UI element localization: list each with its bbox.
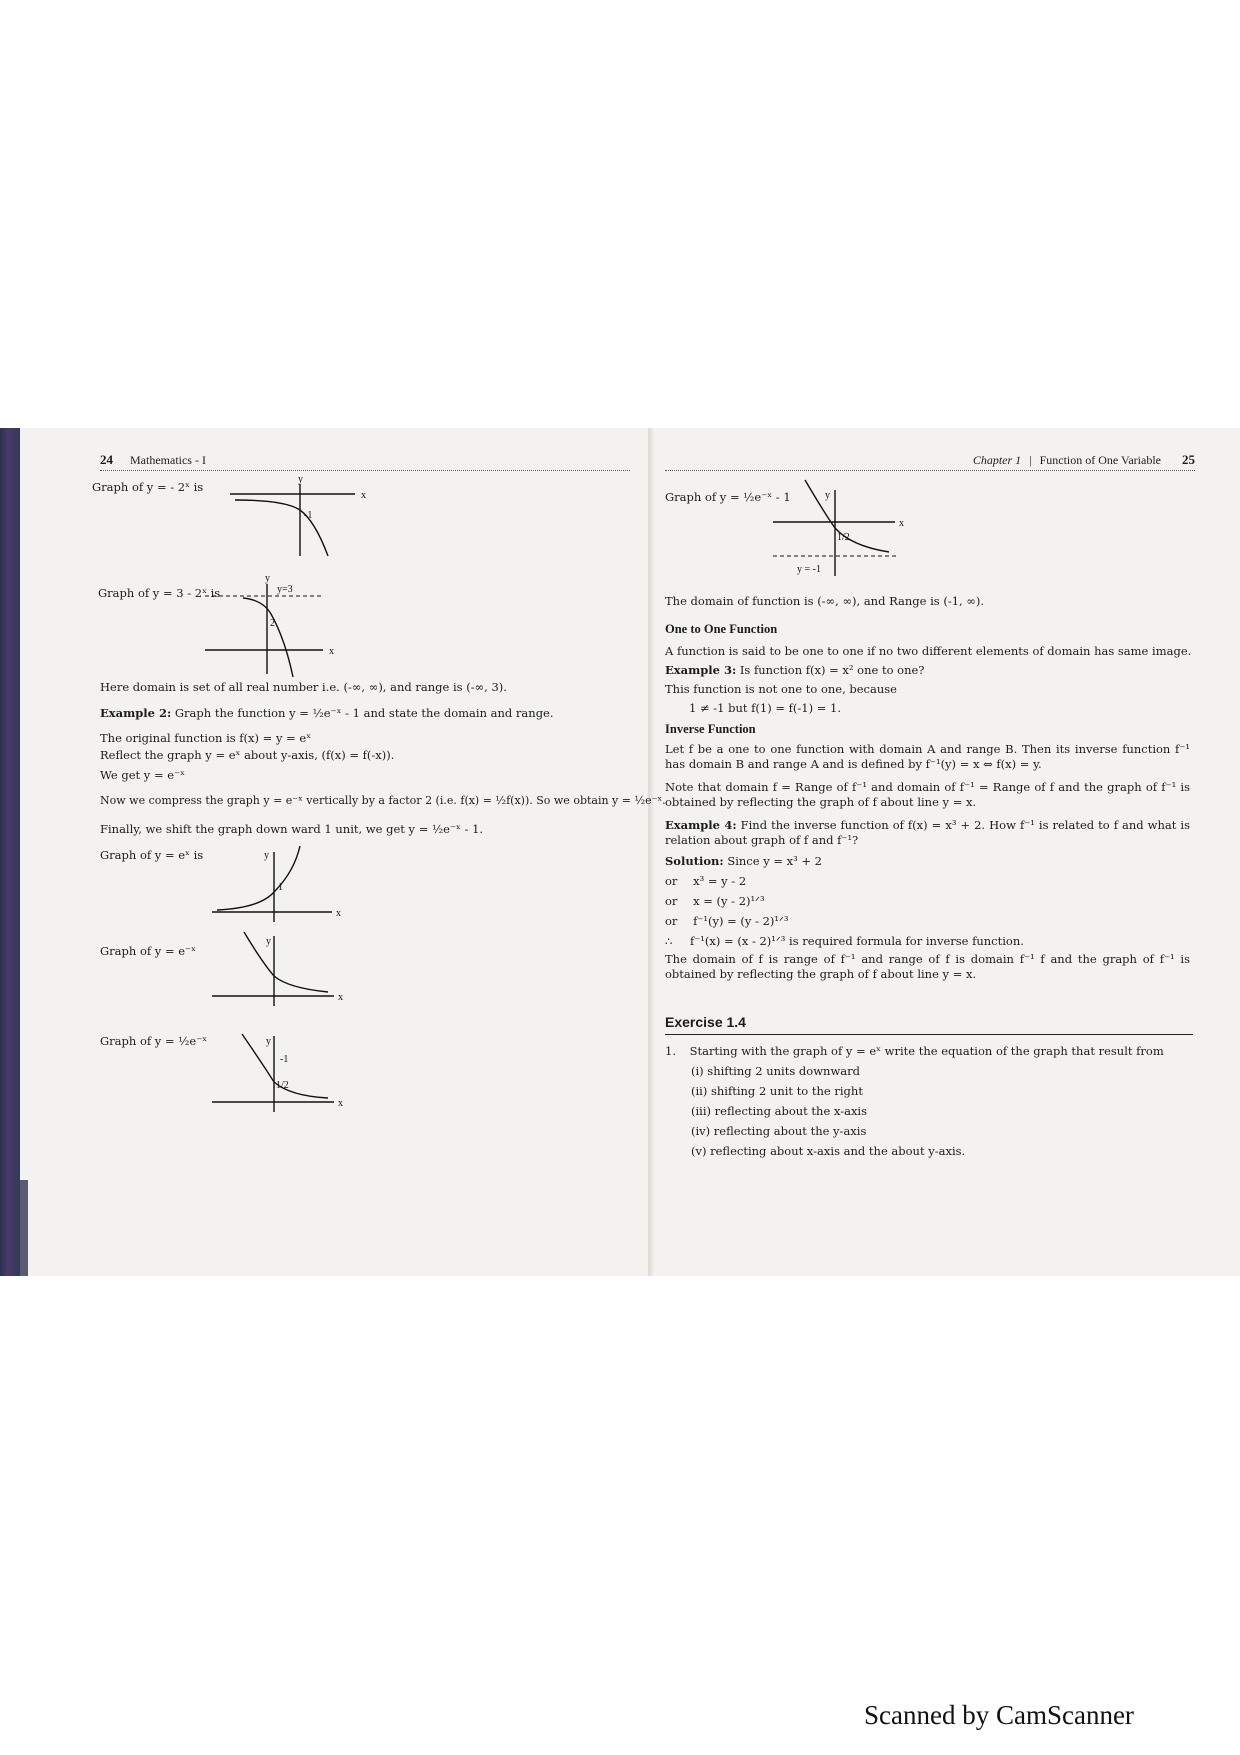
solution-step-1 bbox=[665, 874, 746, 888]
right-running-header bbox=[665, 452, 1195, 471]
exercise-rule bbox=[665, 1034, 1193, 1035]
step-expression: x³ = y - 2 bbox=[693, 874, 747, 888]
or-word: or bbox=[665, 914, 678, 928]
inverse-heading: Inverse Function bbox=[665, 722, 756, 736]
chapter-title: Function of One Variable bbox=[1039, 453, 1161, 467]
compress-step: Now we compress the graph y = e⁻ˣ vertically by a factor 2 (i.e. f(x) = ½f(x)). So we obtain y = ½e⁻ˣ. bbox=[100, 794, 666, 807]
question-text: Starting with the graph of y = eˣ write the equation of the graph that result from bbox=[689, 1044, 1164, 1058]
curve bbox=[217, 846, 300, 910]
book-edge bbox=[0, 428, 20, 1276]
solution-step-4 bbox=[665, 934, 1024, 948]
graph-half-e-neg-x-minus-1 bbox=[773, 480, 923, 580]
inverse-note: Note that domain f = Range of f⁻¹ and domain of f⁻¹ = Range of f and the graph of f⁻¹ is obtained by reflecting the graph of f about line y = x. bbox=[665, 780, 1190, 809]
graph-half-e-neg-x bbox=[212, 1026, 362, 1116]
graph1-caption: Graph of y = - 2ˣ is bbox=[92, 480, 204, 494]
exercise-item: (ii) shifting 2 unit to the right bbox=[691, 1084, 863, 1098]
solution-label: Solution: bbox=[665, 854, 724, 868]
asymptote-label: y = -1 bbox=[797, 564, 821, 575]
example3-text: Is function f(x) = x² one to one? bbox=[739, 663, 925, 677]
original-function: The original function is f(x) = y = eˣ bbox=[100, 731, 312, 745]
graph4-caption: Graph of y = e⁻ˣ bbox=[100, 944, 196, 958]
scanner-watermark: Scanned by CamScanner bbox=[864, 1700, 1134, 1730]
left-running-header bbox=[100, 452, 630, 471]
example3-reason: 1 ≠ -1 but f(1) = f(-1) = 1. bbox=[689, 701, 842, 715]
domain-range-text: Here domain is set of all real number i.e. (-∞, ∞), and range is (-∞, 3). bbox=[100, 680, 507, 694]
one-to-one-definition: A function is said to be one to one if no two different elements of domain has same image. bbox=[665, 644, 1192, 658]
x-label: x bbox=[338, 1098, 343, 1109]
left-page-number: 24 bbox=[100, 452, 113, 467]
exercise-question bbox=[665, 1044, 1164, 1058]
x-label: x bbox=[329, 646, 334, 657]
or-word: or bbox=[665, 874, 678, 888]
intercept-label: 1/2 bbox=[837, 532, 850, 543]
intercept-label: 1 bbox=[278, 882, 283, 893]
example4-text: Find the inverse function of f(x) = x³ + 2. How f⁻¹ is related to f and what is relation about graph of f and f⁻¹? bbox=[665, 818, 1190, 847]
shift-step: Finally, we shift the graph down ward 1 unit, we get y = ½e⁻ˣ - 1. bbox=[100, 822, 484, 836]
curve bbox=[243, 598, 293, 677]
y-label: y bbox=[266, 936, 271, 947]
curve bbox=[235, 500, 328, 556]
example2-label: Example 2: bbox=[100, 706, 172, 720]
example2-text: Graph the function y = ½e⁻ˣ - 1 and state the domain and range. bbox=[174, 706, 554, 720]
example3-answer: This function is not one to one, because bbox=[665, 682, 897, 696]
graph2-caption: Graph of y = 3 - 2ˣ is bbox=[98, 586, 221, 600]
right-page bbox=[665, 436, 1195, 1266]
y-label: y bbox=[825, 490, 830, 501]
exercise-item: (v) reflecting about x-axis and the about y-axis. bbox=[691, 1144, 966, 1158]
graph-e-neg-x bbox=[212, 932, 362, 1012]
x-label: x bbox=[899, 518, 904, 529]
therefore-symbol: ∴ bbox=[665, 934, 673, 948]
y-label: y bbox=[298, 474, 303, 485]
example3 bbox=[665, 663, 924, 677]
step-expression: f⁻¹(x) = (x - 2)¹ᐟ³ is required formula for inverse function. bbox=[689, 934, 1024, 948]
intercept-label: 1/2 bbox=[276, 1080, 289, 1091]
solution-step-2 bbox=[665, 894, 765, 908]
conclusion: The domain of f is range of f⁻¹ and range of f is domain f⁻¹ f and the graph of f⁻¹ is obtained by reflecting the graph of f about line y = x. bbox=[665, 952, 1190, 981]
step-expression: f⁻¹(y) = (y - 2)¹ᐟ³ bbox=[693, 914, 789, 928]
reflect-step: Reflect the graph y = eˣ about y-axis, (f(x) = f(-x)). bbox=[100, 748, 395, 762]
left-page bbox=[92, 436, 666, 1266]
example4 bbox=[665, 818, 1190, 848]
exercise-heading: Exercise 1.4 bbox=[665, 1014, 746, 1030]
intercept-label: 2 bbox=[270, 618, 275, 629]
x-label: x bbox=[336, 908, 341, 919]
asymptote-label: y=3 bbox=[277, 584, 293, 595]
x-label: x bbox=[361, 490, 366, 501]
solution-step-3 bbox=[665, 914, 789, 928]
book-edge-shadow bbox=[20, 1180, 28, 1276]
exercise-item: (i) shifting 2 units downward bbox=[691, 1064, 861, 1078]
example3-label: Example 3: bbox=[665, 663, 737, 677]
graph5-caption: Graph of y = ½e⁻ˣ bbox=[100, 1034, 208, 1048]
graph-caption: Graph of y = ½e⁻ˣ - 1 bbox=[665, 490, 791, 504]
domain-range-text: The domain of function is (-∞, ∞), and Range is (-1, ∞). bbox=[665, 594, 985, 608]
y-label: y bbox=[265, 573, 270, 584]
book-spine bbox=[648, 428, 654, 1276]
minus-one-label: -1 bbox=[280, 1054, 289, 1065]
exercise-item: (iii) reflecting about the x-axis bbox=[691, 1104, 868, 1118]
we-get-step: We get y = e⁻ˣ bbox=[100, 768, 185, 782]
y-label: y bbox=[266, 1036, 271, 1047]
question-number: 1. bbox=[665, 1044, 676, 1058]
or-word: or bbox=[665, 894, 678, 908]
solution bbox=[665, 854, 822, 868]
graph-ex bbox=[212, 846, 362, 924]
example2 bbox=[100, 706, 554, 720]
y-label: y bbox=[264, 850, 269, 861]
step-expression: x = (y - 2)¹ᐟ³ bbox=[693, 894, 765, 908]
chapter-label: Chapter 1 bbox=[972, 453, 1022, 467]
left-running-head: Mathematics - I bbox=[130, 453, 206, 467]
x-label: x bbox=[338, 992, 343, 1003]
graph3-caption: Graph of y = eˣ is bbox=[100, 848, 204, 862]
solution-text: Since y = x³ + 2 bbox=[727, 854, 822, 868]
exercise-item: (iv) reflecting about the y-axis bbox=[691, 1124, 867, 1138]
graph-neg-2x bbox=[230, 476, 390, 556]
intercept-label: -1 bbox=[304, 510, 313, 521]
example4-label: Example 4: bbox=[665, 818, 737, 832]
right-page-number: 25 bbox=[1182, 452, 1195, 467]
curve bbox=[244, 932, 328, 992]
header-separator: | bbox=[1029, 453, 1032, 467]
inverse-definition: Let f be a one to one function with domain A and range B. Then its inverse function f⁻¹ has domain B and range A and is defined by f⁻¹(y) = x ⇔ f(x) = y. bbox=[665, 742, 1190, 771]
one-to-one-heading: One to One Function bbox=[665, 622, 778, 636]
